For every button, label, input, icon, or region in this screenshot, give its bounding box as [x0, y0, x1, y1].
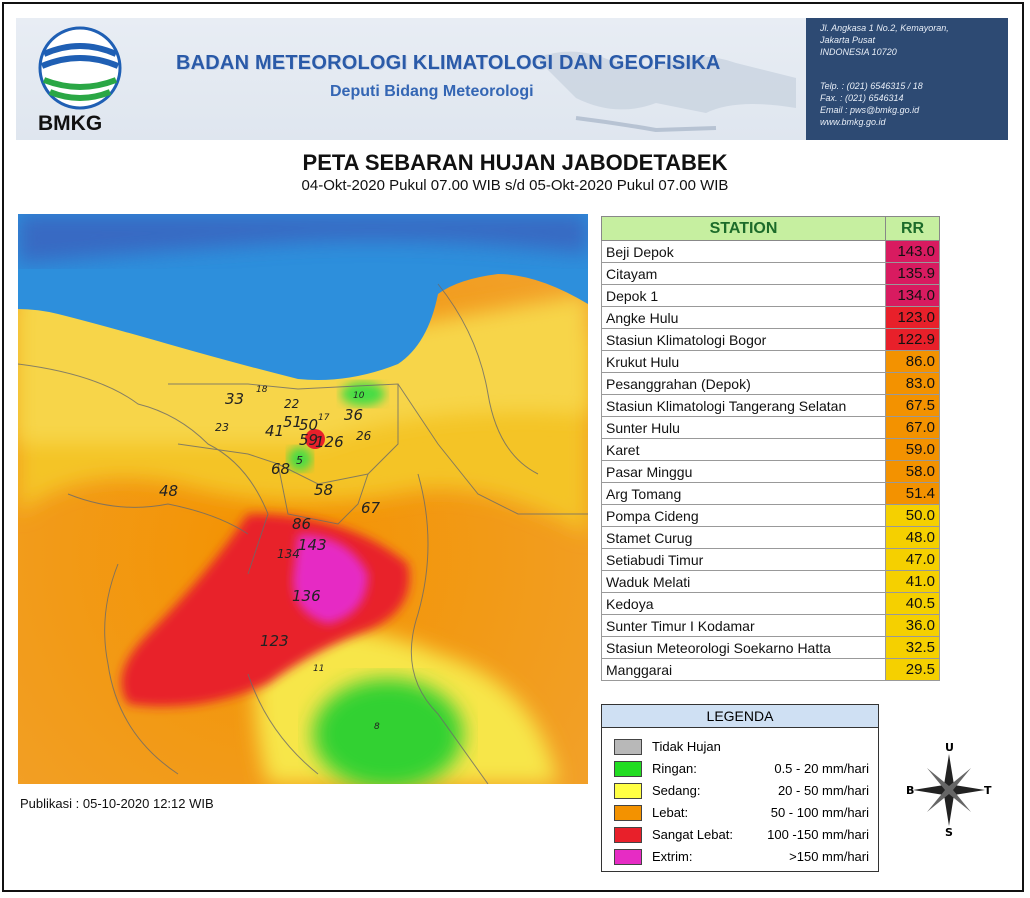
- legend-swatch: [614, 761, 642, 777]
- legend-label: Sangat Lebat:: [652, 827, 733, 842]
- station-rainfall: 83.0: [886, 373, 940, 395]
- station-name: Angke Hulu: [602, 307, 886, 329]
- compass-east: T: [984, 784, 992, 797]
- map-label: 123: [260, 632, 289, 650]
- station-row: [602, 483, 940, 505]
- station-column-header: STATION: [602, 217, 886, 241]
- station-rainfall: 134.0: [886, 285, 940, 307]
- map-label: 41: [265, 422, 285, 440]
- legend-range: 20 - 50 mm/hari: [777, 783, 869, 798]
- station-row: [602, 395, 940, 417]
- station-row: [602, 263, 940, 285]
- station-name: Karet: [602, 439, 886, 461]
- map-label: 143: [298, 536, 327, 554]
- station-row: [602, 351, 940, 373]
- station-rainfall: 122.9: [886, 329, 940, 351]
- legend-item: [614, 759, 869, 779]
- station-rainfall: 135.9: [886, 263, 940, 285]
- legend-swatch: [614, 783, 642, 799]
- station-table: [601, 216, 940, 681]
- station-name: Stasiun Klimatologi Tangerang Selatan: [602, 395, 886, 417]
- map-label: 50: [299, 416, 319, 434]
- station-rainfall: 86.0: [886, 351, 940, 373]
- legend-range: 50 - 100 mm/hari: [770, 805, 869, 820]
- map-label: 86: [292, 515, 312, 533]
- station-table-body: [602, 241, 940, 681]
- map-label: 126: [315, 433, 344, 451]
- map-label: 67: [361, 499, 381, 517]
- station-name: Stasiun Klimatologi Bogor: [602, 329, 886, 351]
- station-row: [602, 417, 940, 439]
- station-name: Pompa Cideng: [602, 505, 886, 527]
- station-rainfall: 29.5: [886, 659, 940, 681]
- compass-west: B: [906, 784, 915, 797]
- compass-rose: [904, 742, 994, 838]
- fax: Fax. : (021) 6546314: [820, 93, 904, 103]
- station-rainfall: 48.0: [886, 527, 940, 549]
- contact-panel: [806, 18, 1008, 140]
- legend: [601, 704, 879, 872]
- rainfall-map: [18, 214, 588, 784]
- org-name: BADAN METEOROLOGI KLIMATOLOGI DAN GEOFISIKA: [176, 52, 721, 74]
- map-label: 68: [271, 460, 291, 478]
- legend-swatch: [614, 849, 642, 865]
- map-label: 136: [292, 587, 321, 605]
- legend-title: LEGENDA: [602, 705, 878, 728]
- station-rainfall: 41.0: [886, 571, 940, 593]
- map-label: 58: [314, 481, 334, 499]
- legend-swatch: [614, 827, 642, 843]
- station-row: [602, 307, 940, 329]
- map-label: 11: [313, 664, 325, 674]
- legend-item: [614, 847, 869, 867]
- station-name: Beji Depok: [602, 241, 886, 263]
- station-rainfall: 123.0: [886, 307, 940, 329]
- map-label: 22: [284, 397, 300, 411]
- compass-north: U: [945, 742, 954, 754]
- legend-item: [614, 737, 869, 757]
- address-line: INDONESIA 10720: [820, 47, 897, 57]
- map-label: 59: [299, 431, 319, 449]
- station-row: [602, 527, 940, 549]
- station-row: [602, 637, 940, 659]
- map-label: 33: [225, 390, 245, 408]
- station-name: Manggarai: [602, 659, 886, 681]
- legend-label: Tidak Hujan: [652, 739, 721, 754]
- station-row: [602, 549, 940, 571]
- legend-label: Extrim:: [652, 849, 693, 864]
- station-row: [602, 659, 940, 681]
- station-row: [602, 373, 940, 395]
- map-label: 48: [159, 482, 179, 500]
- station-rainfall: 51.4: [886, 483, 940, 505]
- publication-time: Publikasi : 05-10-2020 12:12 WIB: [20, 796, 214, 811]
- rr-column-header: RR: [886, 217, 940, 241]
- station-row: [602, 439, 940, 461]
- station-row: [602, 285, 940, 307]
- station-name: Krukut Hulu: [602, 351, 886, 373]
- station-name: Stamet Curug: [602, 527, 886, 549]
- station-name: Stasiun Meteorologi Soekarno Hatta: [602, 637, 886, 659]
- station-rainfall: 36.0: [886, 615, 940, 637]
- station-name: Setiabudi Timur: [602, 549, 886, 571]
- map-label: 5: [296, 454, 303, 467]
- station-name: Pesanggrahan (Depok): [602, 373, 886, 395]
- legend-swatch: [614, 805, 642, 821]
- station-rainfall: 67.5: [886, 395, 940, 417]
- zone-light-south: [313, 679, 463, 784]
- compass-south: S: [945, 826, 953, 838]
- station-rainfall: 47.0: [886, 549, 940, 571]
- phone: Telp. : (021) 6546315 / 18: [820, 81, 923, 91]
- legend-item: [614, 825, 869, 845]
- header-map-illustration: [16, 18, 806, 140]
- header-banner: [16, 18, 806, 140]
- page-title: PETA SEBARAN HUJAN JABODETABEK: [302, 150, 728, 175]
- station-row: [602, 571, 940, 593]
- legend-label: Sedang:: [652, 783, 701, 798]
- website: www.bmkg.go.id: [820, 117, 886, 127]
- station-rainfall: 67.0: [886, 417, 940, 439]
- address-line: Jl. Angkasa 1 No.2, Kemayoran,: [820, 23, 949, 33]
- station-name: Citayam: [602, 263, 886, 285]
- map-label: 134: [277, 547, 300, 561]
- address-line: Jakarta Pusat: [820, 35, 876, 45]
- map-label: 18: [256, 385, 268, 395]
- station-row: [602, 241, 940, 263]
- station-row: [602, 329, 940, 351]
- legend-item: [614, 781, 869, 801]
- station-name: Sunter Timur I Kodamar: [602, 615, 886, 637]
- station-rainfall: 50.0: [886, 505, 940, 527]
- legend-range: 100 -150 mm/hari: [767, 827, 869, 842]
- legend-label: Lebat:: [652, 805, 689, 820]
- station-name: Kedoya: [602, 593, 886, 615]
- station-name: Pasar Minggu: [602, 461, 886, 483]
- legend-range: >150 mm/hari: [789, 849, 869, 864]
- legend-label: Ringan:: [652, 761, 697, 776]
- station-row: [602, 593, 940, 615]
- map-label: 36: [344, 406, 364, 424]
- map-label: 8: [374, 722, 380, 732]
- map-label: 26: [356, 429, 372, 443]
- legend-swatch: [614, 739, 642, 755]
- map-label: 23: [215, 421, 229, 434]
- map-label: 17: [318, 413, 330, 423]
- station-row: [602, 615, 940, 637]
- station-name: Arg Tomang: [602, 483, 886, 505]
- map-label: 10: [353, 391, 365, 401]
- station-name: Waduk Melati: [602, 571, 886, 593]
- logo-text: BMKG: [38, 112, 103, 135]
- station-rainfall: 59.0: [886, 439, 940, 461]
- rainfall-map-svg: [18, 214, 588, 784]
- legend-item: [614, 803, 869, 823]
- department-name: Deputi Bidang Meteorologi: [330, 83, 534, 100]
- station-row: [602, 461, 940, 483]
- station-rainfall: 58.0: [886, 461, 940, 483]
- station-rainfall: 32.5: [886, 637, 940, 659]
- email: Email : pws@bmkg.go.id: [820, 105, 920, 115]
- station-rainfall: 143.0: [886, 241, 940, 263]
- station-name: Depok 1: [602, 285, 886, 307]
- map-label: 51: [283, 413, 303, 431]
- station-row: [602, 505, 940, 527]
- page-subtitle: 04-Okt-2020 Pukul 07.00 WIB s/d 05-Okt-2020 Pukul 07.00 WIB: [301, 177, 729, 194]
- legend-range: 0.5 - 20 mm/hari: [774, 761, 869, 776]
- station-rainfall: 40.5: [886, 593, 940, 615]
- station-name: Sunter Hulu: [602, 417, 886, 439]
